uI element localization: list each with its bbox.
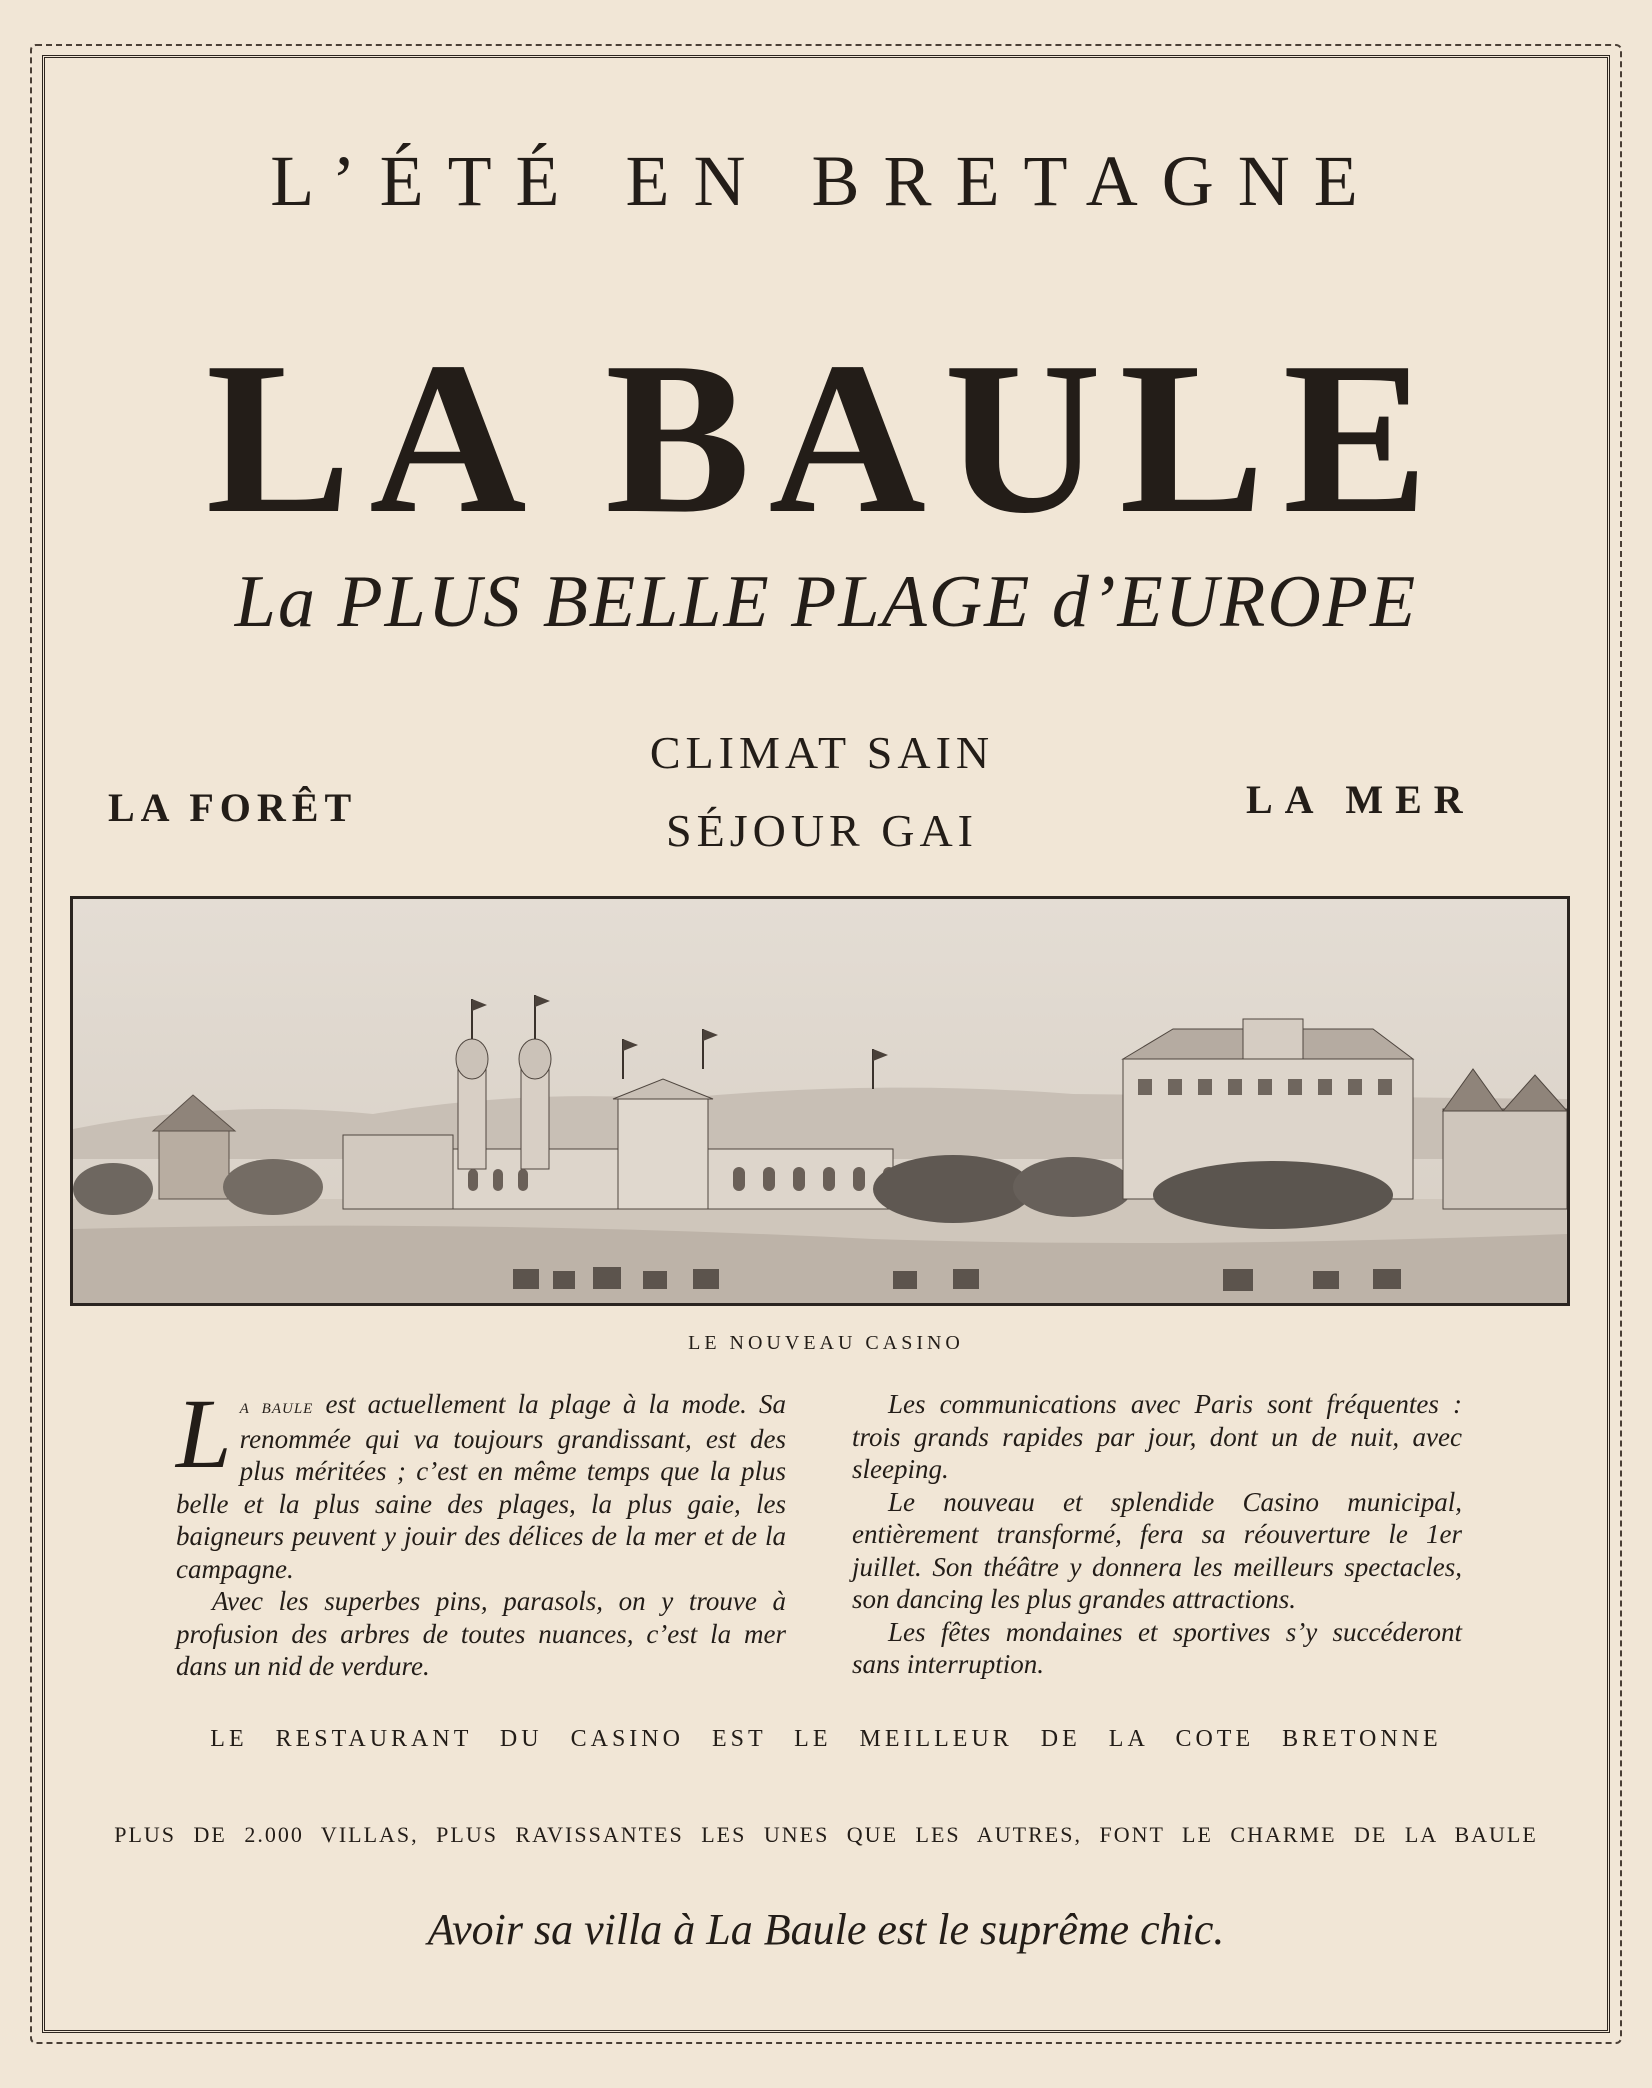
- right-paragraph-2: Le nouveau et splendide Casino municipal, entièrement transformé, fera sa réouverture le 1er juillet. Son théâtre y donnera les meilleurs spectacles, son dancing les plus grandes attractions.: [852, 1486, 1462, 1614]
- left-paragraph-1-text: est actuellement la plage à la mode. Sa renommée qui va toujours grandissant, est des plus méritées ; c’est en même temps que la plus belle et la plus saine des plages, la plus gaie, les baigneurs peuvent y jouir des délices de la mer et de la campagne.: [176, 1389, 786, 1584]
- feature-right: LA MER: [1246, 777, 1475, 822]
- right-paragraph-1: Les communications avec Paris sont fréquentes : trois grands rapides par jour, dont un de nuit, avec sleeping.: [852, 1389, 1462, 1484]
- drop-cap: L: [176, 1378, 232, 1489]
- right-paragraph-3: Les fêtes mondaines et sportives s’y succéderont sans interruption.: [852, 1616, 1462, 1679]
- casino-illustration: [70, 896, 1570, 1306]
- illustration-caption: LE NOUVEAU CASINO: [688, 1332, 964, 1354]
- lead-smallcaps: a baule: [239, 1393, 314, 1418]
- restaurant-line: LE RESTAURANT DU CASINO EST LE MEILLEUR DE LA COTE BRETONNE: [210, 1726, 1442, 1752]
- closing-slogan: Avoir sa villa à La Baule est le suprême chic.: [427, 1905, 1225, 1954]
- main-title: LA BAULE: [205, 318, 1447, 559]
- article-right-column: [852, 1388, 1462, 1681]
- kicker-heading: L’ÉTÉ EN BRETAGNE: [270, 141, 1382, 221]
- villas-line: PLUS DE 2.000 VILLAS, PLUS RAVISSANTES LES UNES QUE LES AUTRES, FONT LE CHARME DE LA BAULE: [114, 1822, 1538, 1847]
- left-paragraph-1: [176, 1378, 786, 1585]
- left-paragraph-2: Avec les superbes pins, parasols, on y trouve à profusion des arbres de toutes nuances, c’est la mer dans un nid de verdure.: [176, 1586, 786, 1681]
- feature-left: LA FORÊT: [108, 785, 358, 830]
- casino-drawing: [73, 899, 1567, 1303]
- subtitle: La PLUS BELLE PLAGE d’EUROPE: [234, 561, 1418, 643]
- feature-middle-line1: CLIMAT SAIN: [649, 727, 995, 778]
- feature-middle-line2: SÉJOUR GAI: [666, 805, 978, 856]
- article-left-column: [176, 1378, 786, 1683]
